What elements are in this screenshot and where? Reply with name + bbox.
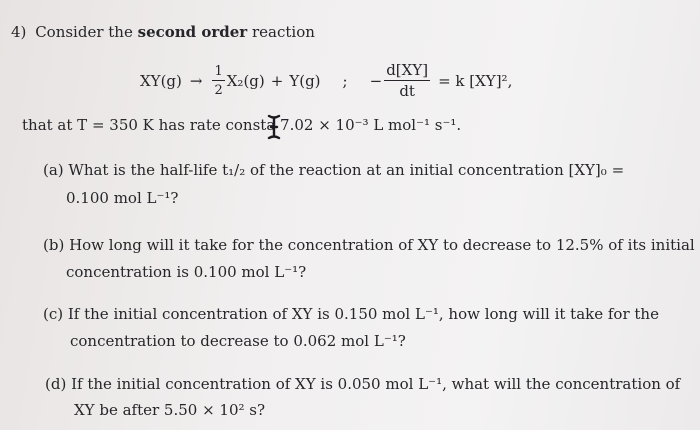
- question-c-line-2: concentration to decrease to 0.062 mol L⁻¹?: [70, 332, 406, 350]
- question-a-line-2: 0.100 mol L⁻¹?: [66, 189, 179, 207]
- rate-fraction: [384, 63, 430, 99]
- equation-separator: ;: [342, 72, 348, 90]
- intro-text-pre: Consider the: [35, 23, 133, 41]
- rate-denominator: dt: [399, 82, 415, 100]
- rate-law-rhs: = k [XY]²,: [438, 72, 513, 90]
- rate-text-pre: that at T = 350 K has rate consta: [22, 116, 276, 134]
- product-2: Y(g): [289, 72, 321, 90]
- rate-numerator: d[XY]: [386, 61, 429, 79]
- rate-constant-line: [22, 118, 461, 133]
- reaction-equation: [140, 56, 512, 106]
- reaction-arrow: →: [189, 72, 203, 90]
- reactant: XY(g): [140, 72, 182, 90]
- intro-text-bold: second order: [137, 23, 248, 41]
- text-cursor-icon: [266, 114, 282, 140]
- rate-minus: −: [369, 72, 383, 90]
- question-c-line-1: (c) If the initial concentration of XY is 0.150 mol L⁻¹, how long will it take for the: [43, 305, 659, 323]
- product-1: X₂(g): [226, 72, 265, 90]
- rate-text-post: 7.02 × 10⁻³ L mol⁻¹ s⁻¹.: [275, 116, 462, 134]
- question-a-line-1: (a) What is the half-life t₁/₂ of the reaction at an initial concentration [XY]₀ =: [43, 161, 625, 179]
- question-d-line-1: (d) If the initial concentration of XY is 0.050 mol L⁻¹, what will the concentration of: [45, 375, 681, 393]
- coefficient-fraction: [212, 65, 224, 97]
- problem-number: 4): [11, 23, 27, 41]
- coefficient-numerator: 1: [214, 64, 223, 79]
- coefficient-denominator: 2: [214, 83, 223, 98]
- question-b-line-2: concentration is 0.100 mol L⁻¹?: [66, 263, 307, 281]
- question-b-line-1: (b) How long will it take for the concentration of XY to decrease to 12.5% of its initial: [43, 236, 695, 254]
- plus-sign: +: [270, 72, 284, 90]
- intro-text-post: reaction: [252, 23, 315, 41]
- question-d-line-2: XY be after 5.50 × 10² s?: [74, 401, 266, 419]
- problem-title: [11, 25, 315, 40]
